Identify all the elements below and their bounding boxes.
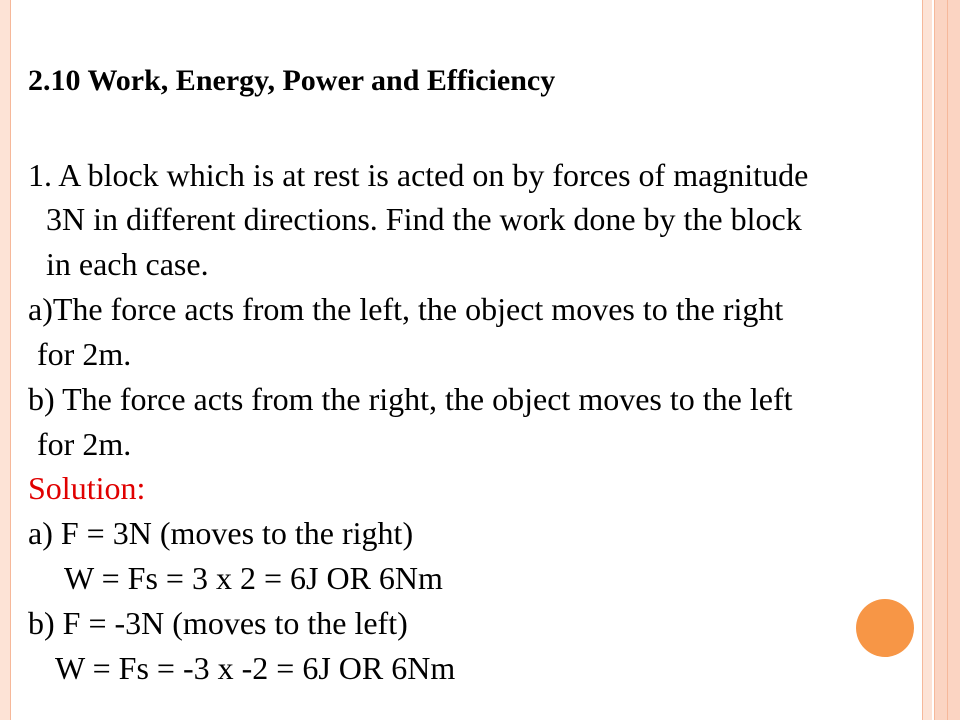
decorative-circle bbox=[856, 599, 914, 657]
case-b-line-1: b) The force acts from the right, the object moves to the left bbox=[28, 381, 793, 417]
solution-a-force: a) F = 3N (moves to the right) bbox=[28, 515, 414, 551]
solution-b-force: b) F = -3N (moves to the left) bbox=[28, 605, 408, 641]
solution-label: Solution: bbox=[28, 470, 146, 506]
right-border-strip-outer bbox=[934, 0, 960, 720]
case-a-line-2: for 2m. bbox=[37, 336, 132, 372]
solution-b-work: W = Fs = -3 x -2 = 6J OR 6Nm bbox=[55, 650, 456, 686]
question-line-1: 1. A block which is at rest is acted on by forces of magnitude bbox=[28, 157, 809, 193]
solution-a-work: W = Fs = 3 x 2 = 6J OR 6Nm bbox=[64, 560, 443, 596]
case-b-line-2: for 2m. bbox=[37, 426, 132, 462]
question-line-2: 3N in different directions. Find the work done by the block bbox=[46, 201, 802, 237]
case-a-line-1: a)The force acts from the left, the object moves to the right bbox=[28, 291, 784, 327]
question-line-3: in each case. bbox=[46, 246, 209, 282]
slide-title: 2.10 Work, Energy, Power and Efficiency bbox=[28, 64, 556, 97]
left-border-strip bbox=[0, 0, 11, 720]
right-border-strip-inner bbox=[922, 0, 932, 720]
